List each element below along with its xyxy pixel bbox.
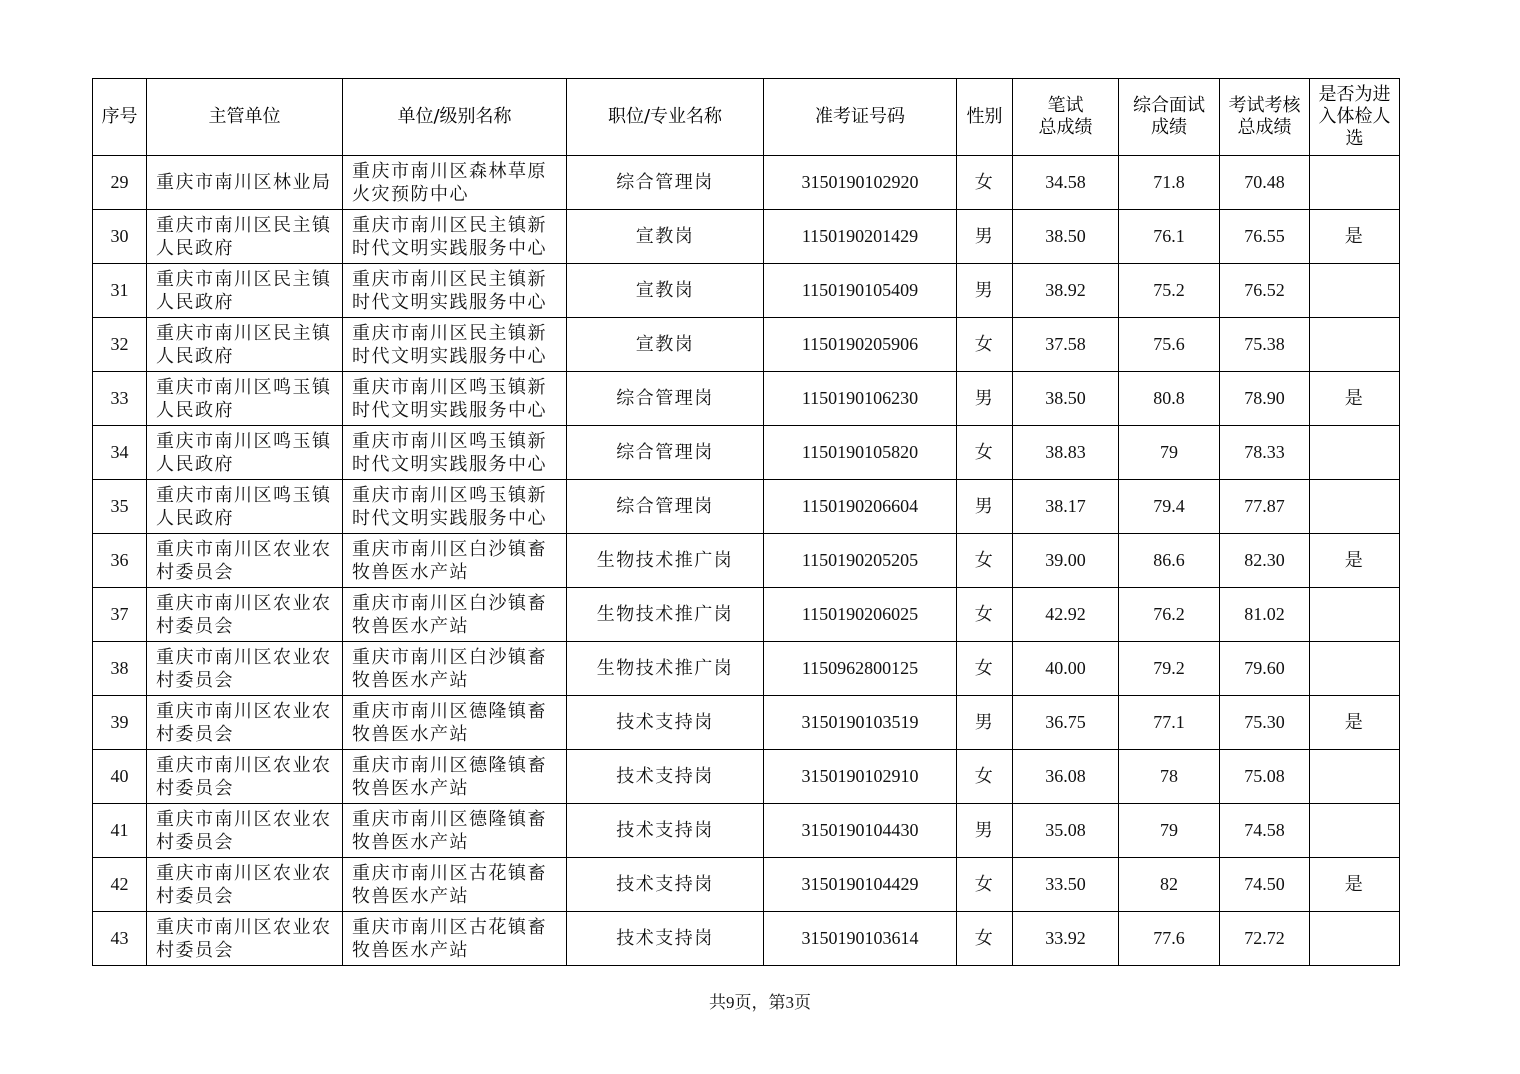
- cell-total: 78.90: [1220, 372, 1310, 426]
- cell-post: 技术支持岗: [567, 912, 764, 966]
- cell-dept: 重庆市南川区林业局: [147, 156, 343, 210]
- cell-exam-id: 3150190104429: [764, 858, 957, 912]
- table-row: [93, 642, 1400, 696]
- cell-unit: 重庆市南川区德隆镇畜牧兽医水产站: [343, 804, 567, 858]
- cell-dept: 重庆市南川区农业农村委员会: [147, 750, 343, 804]
- cell-seq: 36: [93, 534, 147, 588]
- cell-gender: 女: [957, 642, 1013, 696]
- cell-dept: 重庆市南川区鸣玉镇人民政府: [147, 426, 343, 480]
- cell-gender: 女: [957, 426, 1013, 480]
- cell-interview: 71.8: [1119, 156, 1220, 210]
- cell-post: 综合管理岗: [567, 426, 764, 480]
- page-footer: [0, 988, 1520, 1013]
- cell-unit: 重庆市南川区民主镇新时代文明实践服务中心: [343, 210, 567, 264]
- cell-dept: 重庆市南川区农业农村委员会: [147, 804, 343, 858]
- cell-gender: 男: [957, 210, 1013, 264]
- cell-total: 74.50: [1220, 858, 1310, 912]
- cell-written: 38.50: [1013, 210, 1119, 264]
- cell-seq: 39: [93, 696, 147, 750]
- cell-interview: 77.1: [1119, 696, 1220, 750]
- cell-total: 76.55: [1220, 210, 1310, 264]
- cell-interview: 76.2: [1119, 588, 1220, 642]
- cell-post: 技术支持岗: [567, 858, 764, 912]
- table-row: [93, 264, 1400, 318]
- results-table: [92, 78, 1400, 966]
- header-written: [1013, 79, 1119, 156]
- header-label: 考试考核 总成绩: [1228, 95, 1301, 138]
- cell-gender: 男: [957, 696, 1013, 750]
- table-row: [93, 534, 1400, 588]
- cell-written: 36.08: [1013, 750, 1119, 804]
- cell-total: 78.33: [1220, 426, 1310, 480]
- table-row: [93, 858, 1400, 912]
- cell-unit: 重庆市南川区民主镇新时代文明实践服务中心: [343, 318, 567, 372]
- header-row: [93, 79, 1400, 156]
- cell-interview: 79.4: [1119, 480, 1220, 534]
- cell-seq: 41: [93, 804, 147, 858]
- header-unit: [343, 79, 567, 156]
- cell-interview: 86.6: [1119, 534, 1220, 588]
- cell-written: 35.08: [1013, 804, 1119, 858]
- cell-total: 77.87: [1220, 480, 1310, 534]
- cell-dept: 重庆市南川区农业农村委员会: [147, 642, 343, 696]
- cell-exam-id: 3150190102920: [764, 156, 957, 210]
- cell-exam-id: 3150190103519: [764, 696, 957, 750]
- cell-exam-id: 1150190205906: [764, 318, 957, 372]
- cell-written: 38.92: [1013, 264, 1119, 318]
- table-row: [93, 210, 1400, 264]
- cell-selected: [1310, 480, 1400, 534]
- header-gender: [957, 79, 1013, 156]
- cell-exam-id: 3150190102910: [764, 750, 957, 804]
- cell-total: 75.08: [1220, 750, 1310, 804]
- cell-unit: 重庆市南川区民主镇新时代文明实践服务中心: [343, 264, 567, 318]
- cell-interview: 82: [1119, 858, 1220, 912]
- cell-selected: [1310, 588, 1400, 642]
- cell-total: 82.30: [1220, 534, 1310, 588]
- cell-written: 33.92: [1013, 912, 1119, 966]
- cell-interview: 75.6: [1119, 318, 1220, 372]
- table-row: [93, 750, 1400, 804]
- cell-dept: 重庆市南川区农业农村委员会: [147, 858, 343, 912]
- table-row: [93, 426, 1400, 480]
- cell-dept: 重庆市南川区鸣玉镇人民政府: [147, 480, 343, 534]
- cell-post: 综合管理岗: [567, 480, 764, 534]
- cell-dept: 重庆市南川区农业农村委员会: [147, 588, 343, 642]
- cell-exam-id: 1150190206025: [764, 588, 957, 642]
- cell-gender: 男: [957, 372, 1013, 426]
- cell-exam-id: 3150190104430: [764, 804, 957, 858]
- header-label: 单位/级别名称: [397, 106, 512, 127]
- cell-exam-id: 3150190103614: [764, 912, 957, 966]
- cell-unit: 重庆市南川区白沙镇畜牧兽医水产站: [343, 642, 567, 696]
- cell-post: 宣教岗: [567, 318, 764, 372]
- header-selected: [1310, 79, 1400, 156]
- cell-post: 生物技术推广岗: [567, 534, 764, 588]
- cell-unit: 重庆市南川区鸣玉镇新时代文明实践服务中心: [343, 480, 567, 534]
- cell-selected: 是: [1310, 696, 1400, 750]
- cell-total: 81.02: [1220, 588, 1310, 642]
- cell-interview: 80.8: [1119, 372, 1220, 426]
- cell-gender: 女: [957, 858, 1013, 912]
- cell-gender: 男: [957, 804, 1013, 858]
- header-label: 主管单位: [208, 106, 281, 127]
- cell-unit: 重庆市南川区鸣玉镇新时代文明实践服务中心: [343, 372, 567, 426]
- cell-interview: 79: [1119, 426, 1220, 480]
- cell-selected: [1310, 318, 1400, 372]
- cell-interview: 79.2: [1119, 642, 1220, 696]
- cell-unit: 重庆市南川区古花镇畜牧兽医水产站: [343, 912, 567, 966]
- cell-post: 宣教岗: [567, 210, 764, 264]
- cell-gender: 男: [957, 480, 1013, 534]
- cell-exam-id: 1150962800125: [764, 642, 957, 696]
- cell-total: 75.38: [1220, 318, 1310, 372]
- cell-post: 综合管理岗: [567, 372, 764, 426]
- cell-unit: 重庆市南川区白沙镇畜牧兽医水产站: [343, 534, 567, 588]
- table-row: [93, 318, 1400, 372]
- cell-exam-id: 1150190106230: [764, 372, 957, 426]
- cell-unit: 重庆市南川区德隆镇畜牧兽医水产站: [343, 696, 567, 750]
- cell-gender: 女: [957, 318, 1013, 372]
- cell-seq: 42: [93, 858, 147, 912]
- cell-selected: 是: [1310, 372, 1400, 426]
- header-post: [567, 79, 764, 156]
- cell-total: 75.30: [1220, 696, 1310, 750]
- cell-dept: 重庆市南川区鸣玉镇人民政府: [147, 372, 343, 426]
- cell-post: 综合管理岗: [567, 156, 764, 210]
- cell-written: 38.50: [1013, 372, 1119, 426]
- header-label: 准考证号码: [815, 106, 905, 127]
- cell-dept: 重庆市南川区民主镇人民政府: [147, 318, 343, 372]
- cell-post: 宣教岗: [567, 264, 764, 318]
- table-body: [93, 156, 1400, 966]
- cell-unit: 重庆市南川区德隆镇畜牧兽医水产站: [343, 750, 567, 804]
- table-row: [93, 156, 1400, 210]
- cell-post: 技术支持岗: [567, 804, 764, 858]
- header-label: 序号: [101, 106, 138, 127]
- cell-gender: 女: [957, 156, 1013, 210]
- cell-dept: 重庆市南川区农业农村委员会: [147, 912, 343, 966]
- cell-interview: 78: [1119, 750, 1220, 804]
- cell-total: 70.48: [1220, 156, 1310, 210]
- cell-gender: 男: [957, 264, 1013, 318]
- cell-interview: 75.2: [1119, 264, 1220, 318]
- cell-unit: 重庆市南川区古花镇畜牧兽医水产站: [343, 858, 567, 912]
- cell-seq: 34: [93, 426, 147, 480]
- cell-gender: 女: [957, 534, 1013, 588]
- cell-gender: 女: [957, 750, 1013, 804]
- cell-seq: 37: [93, 588, 147, 642]
- cell-written: 38.17: [1013, 480, 1119, 534]
- header-total: [1220, 79, 1310, 156]
- table-row: [93, 696, 1400, 750]
- cell-dept: 重庆市南川区农业农村委员会: [147, 696, 343, 750]
- cell-dept: 重庆市南川区民主镇人民政府: [147, 264, 343, 318]
- cell-exam-id: 1150190105820: [764, 426, 957, 480]
- cell-unit: 重庆市南川区鸣玉镇新时代文明实践服务中心: [343, 426, 567, 480]
- cell-interview: 77.6: [1119, 912, 1220, 966]
- cell-gender: 女: [957, 912, 1013, 966]
- cell-selected: 是: [1310, 858, 1400, 912]
- cell-exam-id: 1150190206604: [764, 480, 957, 534]
- cell-dept: 重庆市南川区民主镇人民政府: [147, 210, 343, 264]
- cell-seq: 35: [93, 480, 147, 534]
- cell-written: 40.00: [1013, 642, 1119, 696]
- cell-unit: 重庆市南川区白沙镇畜牧兽医水产站: [343, 588, 567, 642]
- cell-written: 34.58: [1013, 156, 1119, 210]
- cell-seq: 33: [93, 372, 147, 426]
- cell-selected: [1310, 642, 1400, 696]
- cell-exam-id: 1150190105409: [764, 264, 957, 318]
- cell-selected: [1310, 156, 1400, 210]
- table-row: [93, 804, 1400, 858]
- cell-seq: 38: [93, 642, 147, 696]
- header-dept: [147, 79, 343, 156]
- cell-selected: 是: [1310, 210, 1400, 264]
- cell-written: 36.75: [1013, 696, 1119, 750]
- header-interview: [1119, 79, 1220, 156]
- cell-post: 技术支持岗: [567, 750, 764, 804]
- cell-selected: [1310, 804, 1400, 858]
- header-exam-id: [764, 79, 957, 156]
- cell-seq: 43: [93, 912, 147, 966]
- cell-total: 79.60: [1220, 642, 1310, 696]
- cell-gender: 女: [957, 588, 1013, 642]
- cell-dept: 重庆市南川区农业农村委员会: [147, 534, 343, 588]
- cell-seq: 29: [93, 156, 147, 210]
- table-row: [93, 588, 1400, 642]
- page-number: 共9页，第3页: [709, 993, 811, 1012]
- table-row: [93, 372, 1400, 426]
- cell-exam-id: 1150190201429: [764, 210, 957, 264]
- cell-selected: [1310, 264, 1400, 318]
- cell-post: 技术支持岗: [567, 696, 764, 750]
- header-label: 是否为进 入体检人 选: [1318, 84, 1391, 149]
- cell-seq: 31: [93, 264, 147, 318]
- cell-total: 72.72: [1220, 912, 1310, 966]
- cell-interview: 76.1: [1119, 210, 1220, 264]
- table-row: [93, 480, 1400, 534]
- cell-selected: [1310, 750, 1400, 804]
- cell-selected: [1310, 912, 1400, 966]
- table-row: [93, 912, 1400, 966]
- header-label: 职位/专业名称: [607, 106, 723, 127]
- cell-total: 74.58: [1220, 804, 1310, 858]
- cell-post: 生物技术推广岗: [567, 588, 764, 642]
- header-label: 笔试 总成绩: [1038, 95, 1093, 138]
- cell-exam-id: 1150190205205: [764, 534, 957, 588]
- cell-written: 37.58: [1013, 318, 1119, 372]
- cell-seq: 40: [93, 750, 147, 804]
- cell-written: 39.00: [1013, 534, 1119, 588]
- cell-seq: 32: [93, 318, 147, 372]
- header-label: 性别: [966, 106, 1003, 127]
- cell-written: 42.92: [1013, 588, 1119, 642]
- cell-seq: 30: [93, 210, 147, 264]
- cell-interview: 79: [1119, 804, 1220, 858]
- cell-selected: 是: [1310, 534, 1400, 588]
- header-label: 综合面试 成绩: [1133, 95, 1205, 138]
- cell-written: 33.50: [1013, 858, 1119, 912]
- cell-written: 38.83: [1013, 426, 1119, 480]
- cell-total: 76.52: [1220, 264, 1310, 318]
- cell-unit: 重庆市南川区森林草原火灾预防中心: [343, 156, 567, 210]
- cell-post: 生物技术推广岗: [567, 642, 764, 696]
- cell-selected: [1310, 426, 1400, 480]
- header-seq: [93, 79, 147, 156]
